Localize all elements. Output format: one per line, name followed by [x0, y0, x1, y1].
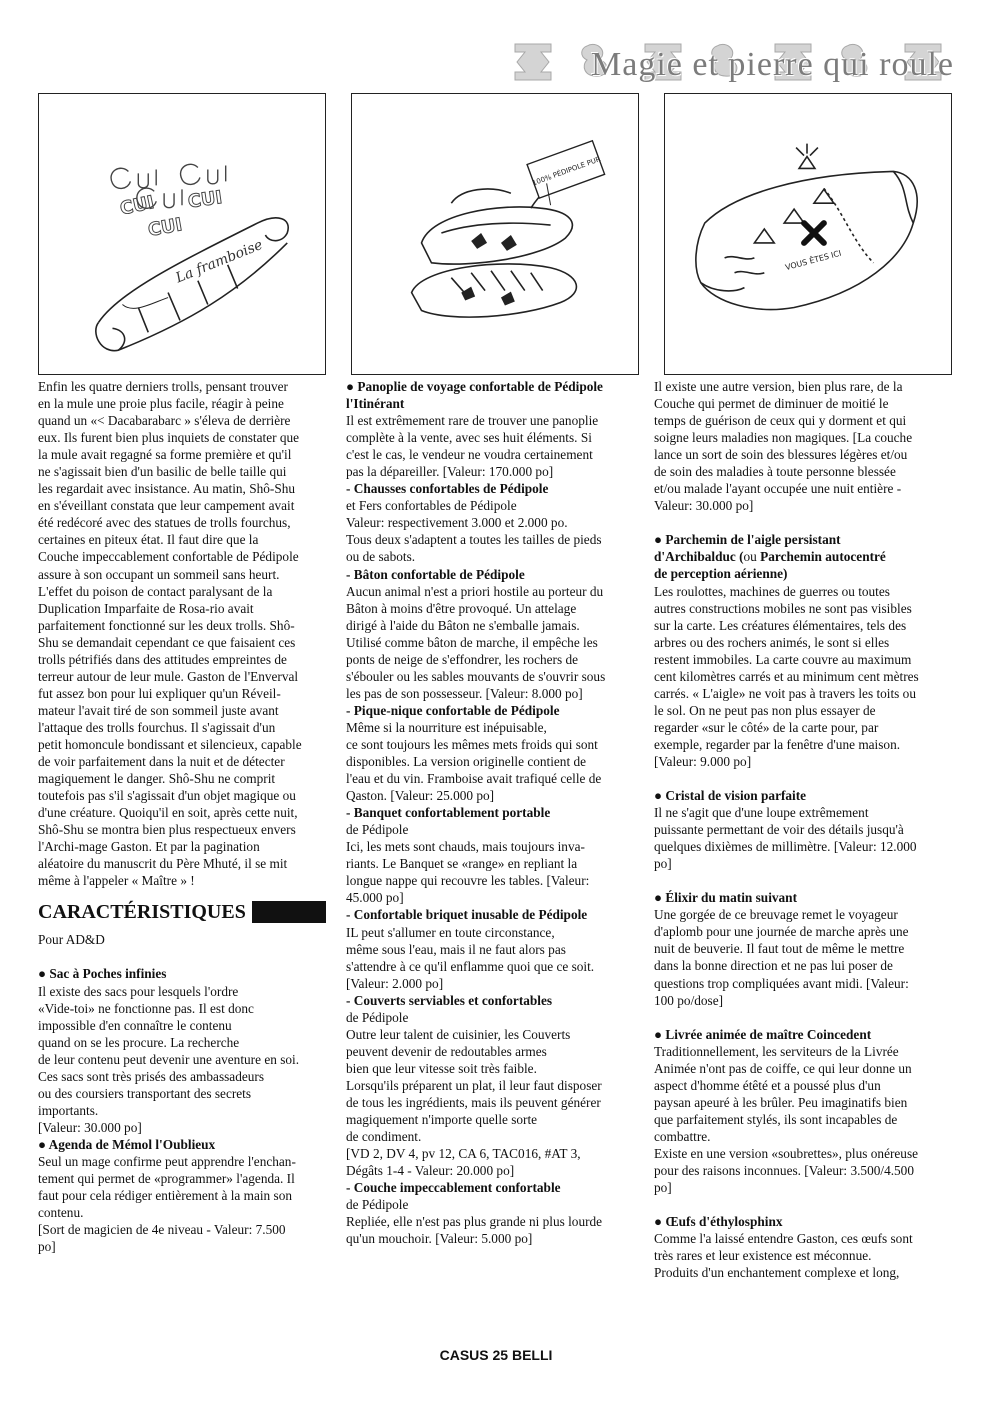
text-line: Il existe une autre version, bien plus rare, de la: [654, 379, 903, 394]
text-line: Traditionnellement, les serviteurs de la Livrée: [654, 1043, 899, 1059]
text-line: ponts de neige de s'effondrer, les rochers de: [346, 651, 579, 667]
text-line: Shu se demandait cependant ce que faisaient ces: [38, 634, 296, 650]
text-line: et Fers confortables de Pédipole: [346, 498, 517, 514]
page-footer: CASUS 25 BELLI: [439, 1347, 553, 1363]
text-line: [Valeur: 30.000 po]: [38, 1119, 142, 1135]
text-line: terreur autour de leur mule. Gaston de l'Enverval: [38, 668, 299, 684]
text-line: certaines en piteux état. Il faut dire que la: [38, 532, 259, 548]
text-line: Même si la nourriture est inépuisable,: [346, 719, 547, 735]
text-line: Couche qui permet de diminuer de moitié le: [654, 396, 889, 412]
map-drawing: [665, 94, 951, 374]
text-line: arbres ou des rochers animés, le sont si elles: [654, 634, 890, 650]
item-title: l'Itinérant: [346, 396, 405, 412]
text-line: de Pédipole: [346, 1009, 409, 1025]
text-line: le sol. On ne peut pas non plus essayer de: [654, 702, 876, 718]
text-line: Ici, les mets sont chauds, mais toujours inva-: [346, 839, 585, 855]
item-title-sac: ● Sac à Poches infinies: [38, 966, 167, 982]
item-text-oeufs: [654, 1230, 954, 1281]
item-title-cristal: ● Cristal de vision parfaite: [654, 788, 807, 804]
text-line: été redécoré avec des statues de trolls fourchus,: [38, 515, 291, 531]
text-line: de soin des maladies à toute personne blessée: [654, 464, 896, 480]
text-line: Duplication Imparfaite de Rosa-rio avait: [38, 600, 254, 616]
item-title: - Pique-nique confortable de Pédipole: [346, 702, 560, 718]
panoplie-items: [346, 378, 646, 1247]
item-text-parchemin: [654, 583, 954, 771]
item-title-livree: ● Livrée animée de maître Coincedent: [654, 1026, 872, 1042]
text-line: ce sont toujours les mêmes mets froids qui sont: [346, 736, 598, 752]
text-line: Ces sacs sont très prisés des ambassadeurs: [38, 1068, 265, 1084]
item-title: - Bâton confortable de Pédipole: [346, 566, 525, 582]
text-line: eux. Ils furent bien plus inquiets de constater que: [38, 430, 300, 446]
column-2: [346, 378, 646, 1247]
text-line: même à l'appeler « Maître » !: [38, 873, 195, 889]
text-line: Utilisé comme bâton de marche, il empêche les: [346, 634, 598, 650]
text-line: toutefois pas s'il s'agissait d'un objet magique ou: [38, 788, 296, 804]
item-title: ● Panoplie de voyage confortable de Pédipole: [346, 379, 603, 394]
text-line: [Valeur: 2.000 po]: [346, 975, 444, 991]
text-line: «Vide-toi» ne fonctionne pas. Il est donc: [38, 1000, 254, 1016]
text-line: Outre leur talent de cuisinier, les Couverts: [346, 1026, 571, 1042]
text-line: même sous l'eau, mais il ne faut alors pas: [346, 941, 566, 957]
text-line: Valeur: 30.000 po]: [654, 498, 754, 514]
text-line: fut assez bon pour lui expliquer qu'un Réveil-: [38, 685, 281, 701]
text-line: faut pour cela rédiger entièrement à la main son: [38, 1188, 293, 1204]
text-line: complète à la vente, avec ses huit éléments. Si: [346, 430, 592, 446]
scroll-cui-word: CUI: [186, 186, 224, 213]
scroll-cui-word: CUI: [118, 191, 157, 220]
text-line: Une gorgée de ce breuvage remet le voyageur: [654, 907, 898, 923]
text-line: assure à son occupant un sommeil sans heurt.: [38, 566, 280, 582]
section-title-text: CARACTÉRISTIQUES: [38, 901, 246, 924]
text-line: Bâton à moins d'être provoqué. Un attelage: [346, 600, 577, 616]
item-title-parchemin-1: ● Parchemin de l'aigle persistant: [654, 532, 841, 548]
column-1: [38, 378, 338, 1255]
item-title: - Chausses confortables de Pédipole: [346, 481, 549, 497]
text-line: très rares et leur existence est méconnue.: [654, 1248, 872, 1264]
text-line: po]: [38, 1239, 56, 1255]
text-line: Qaston. [Valeur: 25.000 po]: [346, 788, 495, 804]
text-line: Valeur: respectivement 3.000 et 2.000 po.: [346, 515, 568, 531]
text-line: et/ou malade l'ayant occupée une nuit entière -: [654, 481, 902, 497]
item-title-oeufs: ● Œufs d'éthylosphinx: [654, 1214, 783, 1230]
text-line: importants.: [38, 1102, 99, 1118]
text-line: longue nappe qui recouvre les tables. [Valeur:: [346, 873, 590, 889]
text-line: en s'éveillant constata que leur campement avait: [38, 498, 295, 514]
text-line: de Pédipole: [346, 822, 409, 838]
text-line: Tous deux s'adaptent a toutes les tailles de pieds: [346, 532, 602, 548]
parchemin-title-part-c: Parchemin autocentré: [760, 549, 886, 565]
text-line: paysan apeuré à les brûler. Peu imaginatifs bien: [654, 1094, 908, 1110]
text-line: Existe en une version «soubrettes», plus onéreuse: [654, 1145, 919, 1161]
text-line: magiquement n'importe quelle sorte: [346, 1112, 538, 1128]
text-line: Animée n'ont pas de coiffe, ce qui leur donne un: [654, 1060, 912, 1076]
text-line: temps de guérison de ceux qui y dorment et qui: [654, 413, 907, 429]
section-title-bar: [252, 901, 326, 923]
text-line: sur la carte. Les créatures élémentaires, tels des: [654, 617, 907, 633]
text-line: Lorsqu'ils préparent un plat, il leur faut disposer: [346, 1077, 602, 1093]
text-line: autres constructions mobiles ne sont pas visibles: [654, 600, 912, 616]
text-line: quand un «< Dacabarabarc » s'éleva de derrière: [38, 413, 291, 429]
text-line: aspect d'homme étêté et a poussé plus d'un: [654, 1077, 881, 1093]
text-line: carrés. « L'aigle» ne voit pas à travers les toits ou: [654, 685, 916, 701]
item-text-agenda: [38, 1153, 338, 1255]
text-line: bien que leur vitesse soit très faible.: [346, 1060, 537, 1076]
item-text-livree: [654, 1043, 954, 1196]
text-line: impossible d'en connaître le contenu: [38, 1017, 232, 1033]
text-line: po]: [654, 856, 672, 872]
illustration-map: [664, 93, 952, 375]
text-line: pas la dépareiller. [Valeur: 170.000 po]: [346, 464, 554, 480]
text-line: qu'un mouchoir. [Valeur: 5.000 po]: [346, 1231, 533, 1247]
text-line: Il existe des sacs pour lesquels l'ordre: [38, 983, 239, 999]
item-title-parchemin-2: [654, 548, 954, 565]
scroll-cui-word: CUI: [146, 214, 184, 241]
text-line: de tous les ingrédients, mais ils peuvent générer: [346, 1094, 601, 1110]
text-line: lance un sort de soin des blessures légères et/ou: [654, 447, 908, 463]
text-line: ou des coursiers transportant des secrets: [38, 1085, 252, 1101]
text-line: Enfin les quatre derniers trolls, pensant trouver: [38, 379, 288, 394]
text-line: puissante permettant de voir des détails jusqu'à: [654, 822, 904, 838]
item-title: - Banquet confortablement portable: [346, 805, 551, 821]
text-line: Dégâts 1-4 - Valeur: 20.000 po]: [346, 1163, 515, 1179]
text-line: Comme l'a laissé entendre Gaston, ces œufs sont: [654, 1231, 913, 1247]
column-3: [654, 378, 954, 1281]
couche-variant-text: [654, 378, 954, 514]
text-line: l'eau et du vin. Framboise avait trafiqué celle de: [346, 771, 602, 787]
text-line: ne s'agissait bien d'un basilic de belle taille qui: [38, 464, 287, 480]
illustration-shoes: [351, 93, 639, 375]
text-line: c'est le cas, le vendeur ne voudra certainement: [346, 447, 593, 463]
scroll-drawing: [39, 94, 325, 374]
text-line: ou de sabots.: [346, 549, 416, 565]
scroll-banner-text: La framboise: [173, 236, 266, 287]
text-line: s'ébouler ou les sables mouvants de s'ouvrir sous: [346, 668, 606, 684]
item-title-parchemin-3: de perception aérienne): [654, 566, 788, 582]
text-line: soigne leurs maladies non magiques. [La couche: [654, 430, 913, 446]
text-line: cent kilomètres carrés et au minimum cent mètres: [654, 668, 919, 684]
text-line: [Sort de magicien de 4e niveau - Valeur: 7.500: [38, 1222, 286, 1238]
text-line: que parfaitement stylés, ils sont incapables de: [654, 1111, 898, 1127]
text-line: quand on se les procure. La recherche: [38, 1034, 240, 1050]
item-title: - Couverts serviables et confortables: [346, 992, 553, 1008]
text-line: 45.000 po]: [346, 890, 404, 906]
section-caracteristiques: [38, 899, 338, 925]
text-line: regarder «sur le côté» de la carte pour, par: [654, 719, 879, 735]
text-line: parfaitement fonctionné sur les deux trolls. Shô-: [38, 617, 295, 633]
text-line: de voir parfaitement dans la nuit et de détecter: [38, 754, 285, 770]
text-line: de condiment.: [346, 1129, 422, 1145]
illustration-scroll: [38, 93, 326, 375]
text-line: IL peut s'allumer en toute circonstance,: [346, 924, 555, 940]
item-title: - Confortable briquet inusable de Pédipole: [346, 907, 588, 923]
text-line: Repliée, elle n'est pas plus grande ni plus lourde: [346, 1214, 603, 1230]
text-line: peuvent devenir de redoutables armes: [346, 1043, 547, 1059]
text-line: trolls pétrifiés dans des attitudes empreintes de: [38, 651, 287, 667]
text-line: [Valeur: 9.000 po]: [654, 753, 752, 769]
text-line: disponibles. La version originelle contient de: [346, 754, 587, 770]
text-line: questions trop compliquées avant midi. [Valeur:: [654, 975, 909, 991]
shoe-price-tag: 100% PÉDIPOLE PUR: [531, 155, 602, 188]
intro-text: [38, 378, 338, 889]
text-line: L'effet du poison de contact paralysant de la: [38, 583, 273, 599]
text-line: Shô-Shu se montra bien plus respectueux envers: [38, 822, 296, 838]
text-line: Seul un mage confirme peut apprendre l'enchan-: [38, 1153, 296, 1169]
text-line: Produits d'un enchantement complexe et long,: [654, 1265, 900, 1281]
text-line: magiquement le danger. Shô-Shu ne comprit: [38, 771, 276, 787]
text-line: pour des raisons inconnues. [Valeur: 3.500/4.500: [654, 1162, 914, 1178]
parchemin-title-part-a: d'Archibalduc (: [654, 549, 744, 565]
text-line: tement qui permet de «programmer» l'agenda. Il: [38, 1171, 295, 1187]
text-line: petit homoncule bondissant et silencieux, capable: [38, 736, 302, 752]
text-line: nuit de beuverie. Il faut tout de même le mettre: [654, 941, 905, 957]
text-line: dirigé à l'aide du Bâton ne s'emballe jamais.: [346, 617, 580, 633]
text-line: dans la bonne direction et ne pas lui poser de: [654, 958, 893, 974]
text-line: s'attendre à ce qu'il enflamme quoi que ce soit.: [346, 958, 595, 974]
text-line: mateur l'avait tiré de son sommeil juste avant: [38, 702, 279, 718]
text-line: Couche impeccablement confortable de Pédipole: [38, 549, 299, 565]
text-line: d'une créature. Quoiqu'il en soit, après cette nuit,: [38, 805, 298, 821]
text-line: aléatoire du manuscrit du Père Mhuté, il se mit: [38, 856, 288, 872]
text-line: contenu.: [38, 1205, 84, 1221]
text-line: 100 po/dose]: [654, 992, 724, 1008]
text-line: Il est extrêmement rare de trouver une panoplie: [346, 413, 599, 429]
item-title: - Couche impeccablement confortable: [346, 1180, 561, 1196]
text-line: en la mule une proie plus facile, réagir à peine: [38, 396, 284, 412]
text-line: d'aplomb pour une journée de marche après une: [654, 924, 909, 940]
text-line: les pas de son possesseur. [Valeur: 8.000 po]: [346, 685, 583, 701]
text-line: po]: [654, 1180, 672, 1196]
page-header-title: Magie et pierre qui roule: [591, 46, 954, 83]
text-line: de Pédipole: [346, 1197, 409, 1213]
item-text-cristal: [654, 804, 954, 872]
text-line: l'Archi-mage Gaston. Et par la pagination: [38, 839, 260, 855]
text-line: combattre.: [654, 1128, 711, 1144]
parchemin-title-part-b: ou: [743, 549, 761, 565]
item-text-elixir: [654, 906, 954, 1008]
text-line: de leur contenu peut devenir une aventure en soi.: [38, 1051, 300, 1067]
text-line: les regardait avec insistance. Au matin, Shô-Shu: [38, 481, 296, 497]
item-title-elixir: ● Élixir du matin suivant: [654, 890, 798, 906]
text-line: [VD 2, DV 4, pv 12, CA 6, TAC016, #AT 3,: [346, 1146, 581, 1162]
text-line: riants. Le Banquet se «range» en repliant la: [346, 856, 578, 872]
text-line: l'attaque des trolls fourchus. Il s'agissait d'un: [38, 719, 276, 735]
text-line: Il ne s'agit que d'une loupe extrêmement: [654, 805, 869, 821]
item-title-agenda: ● Agenda de Mémol l'Oublieux: [38, 1136, 216, 1152]
text-line: exemple, regarder par la fenêtre d'une maison.: [654, 736, 901, 752]
ruleset-label: Pour AD&D: [38, 932, 105, 948]
shoes-drawing: [352, 94, 638, 374]
text-line: Aucun animal n'est a priori hostile au porteur du: [346, 583, 604, 599]
text-line: Les roulottes, machines de guerres ou toutes: [654, 583, 890, 599]
text-line: la mule avait regagné sa forme première et qu'il: [38, 447, 292, 463]
item-text-sac: [38, 983, 338, 1136]
text-line: restent immobiles. La carte couvre au maximum: [654, 651, 912, 667]
text-line: quelques dixièmes de millimètre. [Valeur: 12.000: [654, 839, 917, 855]
map-you-are-here: VOUS ÊTES ICI: [784, 248, 843, 273]
